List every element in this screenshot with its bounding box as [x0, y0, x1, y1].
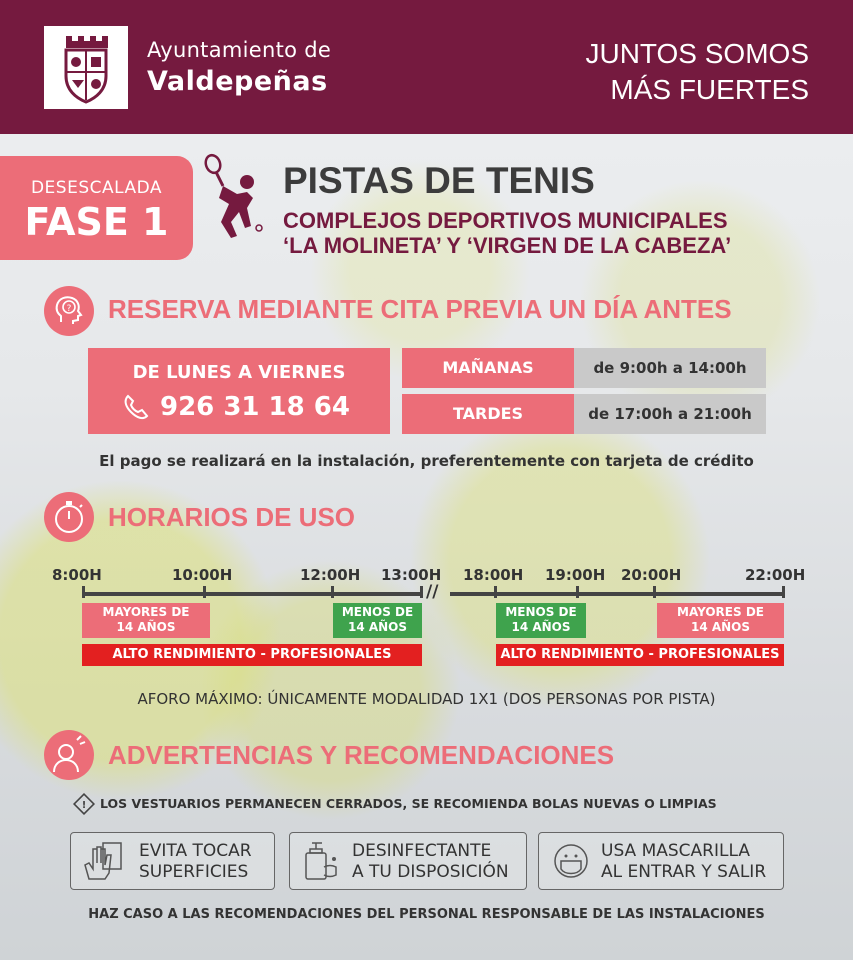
timeline-break: //	[426, 582, 439, 602]
subtitle-line2: ‘LA MOLINETA’ Y ‘VIRGEN DE LA CABEZA’	[283, 233, 732, 258]
horarios-heading: HORARIOS DE USO	[108, 502, 356, 532]
card-line1: DESINFECTANTE	[352, 841, 492, 861]
card-text	[601, 841, 766, 883]
warning-text: LOS VESTUARIOS PERMANECEN CERRADOS, SE RECOMIENDA BOLAS NUEVAS O LIMPIAS	[100, 796, 717, 811]
phone-icon	[122, 392, 152, 422]
advertencias-heading: ADVERTENCIAS Y RECOMENDACIONES	[108, 740, 615, 770]
slot-label-morning: MAÑANAS	[402, 348, 574, 388]
card-text	[139, 841, 252, 883]
card-line2: SUPERFICIES	[139, 862, 249, 882]
segment-text: MENOS DE 14 AÑOS	[505, 605, 577, 634]
logo	[44, 26, 128, 109]
time-label: 8:00H	[52, 566, 102, 584]
pro-segment-afternoon: ALTO RENDIMIENTO - PROFESIONALES	[496, 644, 784, 666]
segment-text: MAYORES DE 14 AÑOS	[677, 605, 764, 634]
card-line2: AL ENTRAR Y SALIR	[601, 862, 767, 882]
timeline-tick	[82, 586, 85, 598]
slot-label-afternoon: TARDES	[402, 394, 574, 434]
time-label: 18:00H	[463, 566, 524, 584]
timeline-tick	[576, 586, 579, 598]
aforo-note: AFORO MÁXIMO: ÚNICAMENTE MODALIDAD 1X1 (DOS PERSONAS POR PISTA)	[137, 690, 716, 708]
time-label: 13:00H	[381, 566, 442, 584]
stopwatch-icon	[44, 492, 94, 542]
time-label: 22:00H	[745, 566, 806, 584]
time-label: 10:00H	[172, 566, 233, 584]
slot-hours-morning: de 9:00h a 14:00h	[574, 348, 766, 388]
slot-hours-afternoon: de 17:00h a 21:00h	[574, 394, 766, 434]
days-label: DE LUNES A VIERNES	[132, 362, 346, 383]
warning-icon	[73, 793, 95, 815]
phase-badge	[0, 156, 193, 260]
tennis-player-icon	[203, 152, 267, 242]
card-line1: EVITA TOCAR	[139, 841, 252, 861]
timeline-axis-afternoon	[450, 592, 784, 596]
mask-face-icon	[549, 839, 593, 883]
head-question-icon	[44, 286, 94, 336]
segment-mayores-morning	[82, 603, 210, 638]
page-title: PISTAS DE TENIS	[283, 160, 595, 201]
org-name-line2: Valdepeñas	[147, 66, 328, 97]
svg-text:!: !	[81, 800, 87, 811]
slogan	[585, 36, 809, 108]
slogan-line2: MÁS FUERTES	[610, 74, 809, 105]
reserva-heading: RESERVA MEDIANTE CITA PREVIA UN DÍA ANTES	[108, 294, 732, 324]
page-subtitle	[283, 208, 731, 258]
segment-text: MENOS DE 14 AÑOS	[341, 605, 414, 634]
timeline-tick	[653, 586, 656, 598]
slogan-line1: JUNTOS SOMOS	[585, 38, 809, 69]
svg-text:?: ?	[66, 304, 72, 314]
time-label: 19:00H	[545, 566, 606, 584]
card-avoid-touch	[70, 832, 275, 890]
segment-text: MAYORES DE 14 AÑOS	[102, 605, 190, 634]
segment-menores-afternoon	[496, 603, 586, 638]
phone-number[interactable]: 926 31 18 64	[160, 392, 350, 422]
header-bar	[0, 0, 853, 134]
phase-badge-line1: DESESCALADA	[30, 178, 163, 198]
timeline-tick	[420, 586, 423, 598]
card-sanitizer	[289, 832, 527, 890]
pro-segment-morning: ALTO RENDIMIENTO - PROFESIONALES	[82, 644, 422, 666]
org-name-line1: Ayuntamiento de	[147, 38, 332, 62]
card-line2: A TU DISPOSICIÓN	[352, 862, 509, 882]
footer-note: HAZ CASO A LAS RECOMENDACIONES DEL PERSONAL RESPONSABLE DE LAS INSTALACIONES	[88, 907, 765, 922]
sanitizer-icon	[300, 839, 344, 883]
person-alert-icon	[44, 730, 94, 780]
payment-note: El pago se realizará en la instalación, preferentemente con tarjeta de crédito	[99, 452, 754, 470]
timeline-tick	[782, 586, 785, 598]
subtitle-line1: COMPLEJOS DEPORTIVOS MUNICIPALES	[283, 208, 728, 233]
phase-badge-line2: FASE 1	[24, 200, 169, 244]
coat-of-arms-icon	[58, 32, 114, 104]
segment-mayores-afternoon	[657, 603, 784, 638]
timeline-tick	[203, 586, 206, 598]
card-line1: USA MASCARILLA	[601, 841, 750, 861]
phone-box	[88, 348, 390, 434]
card-text	[352, 841, 509, 883]
segment-menores-morning	[333, 603, 422, 638]
timeline-tick	[494, 586, 497, 598]
timeline-tick	[331, 586, 334, 598]
time-label: 12:00H	[300, 566, 361, 584]
time-label: 20:00H	[621, 566, 682, 584]
card-mask	[538, 832, 784, 890]
hand-surface-icon	[81, 839, 125, 883]
timeline-axis-morning	[82, 592, 422, 596]
